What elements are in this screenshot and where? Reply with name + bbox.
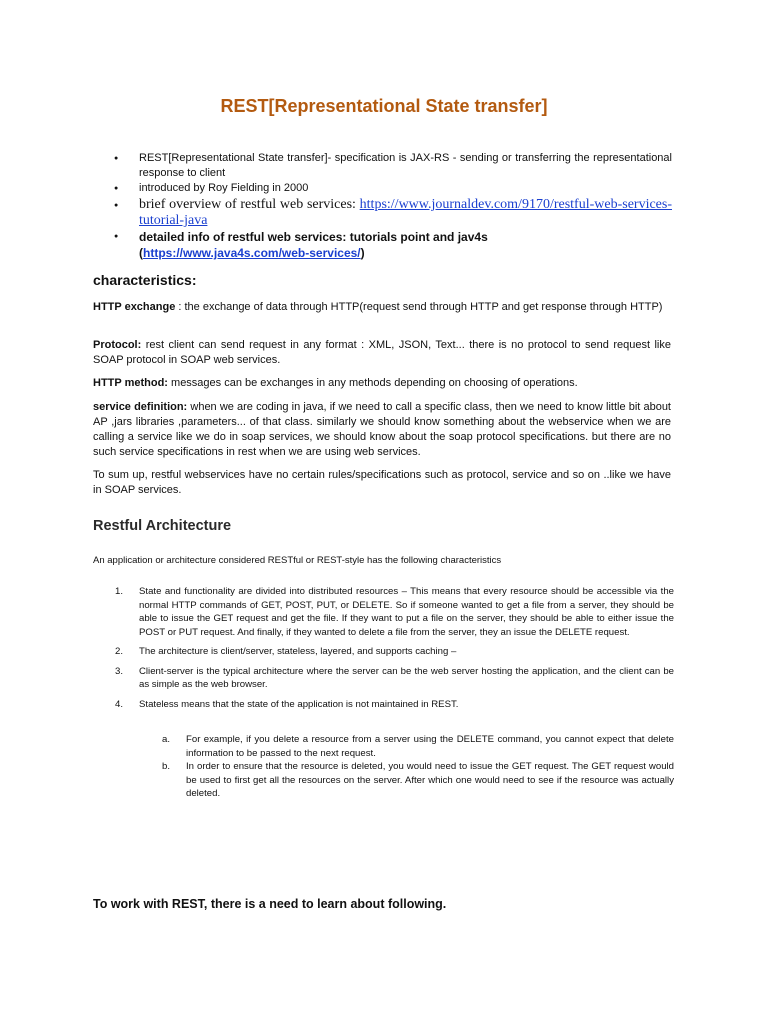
- subitem-letter: a.: [162, 734, 171, 745]
- item-text: State and functionality are divided into distributed resources – This means that every resource should be accessible via the normal HTTP commands of GET, POST, PUT, or DELETE. So if someone wanted to get a file from a server, they should be able to issue the GET request and get the file. If they want to put a file on the server, they should be able to either issue the POST or PUT request. And finally, if they wanted to delete a file from the server, they an issue the DELETE request.: [139, 586, 674, 638]
- char-protocol-text: rest client can send request in any format : XML, JSON, Text... there is no protocol to send request like SOAP protocol in SOAP web services.: [93, 339, 671, 366]
- closing-statement: To work with REST, there is a need to learn about following.: [93, 897, 447, 911]
- architecture-list: [112, 585, 674, 711]
- item-number: 3.: [115, 665, 124, 677]
- char-http-method: [93, 376, 671, 391]
- subitem-letter: b.: [162, 761, 171, 772]
- item-number: 4.: [115, 698, 124, 710]
- item-text: The architecture is client/server, stateless, layered, and supports caching –: [139, 646, 457, 657]
- bullet-detailed-info: [112, 229, 672, 261]
- bullet-detailed-info-text: detailed info of restful web services: tutorials point and jav4s: [139, 230, 488, 244]
- item-number: 2.: [115, 646, 124, 657]
- java4s-link[interactable]: https://www.java4s.com/web-services/: [143, 246, 361, 260]
- architecture-item: [112, 665, 674, 692]
- item-text: Stateless means that the state of the application is not maintained in REST.: [139, 698, 459, 710]
- characteristics-heading: characteristics:: [93, 272, 197, 288]
- open-paren: (: [139, 246, 143, 260]
- intro-bullet-list: [112, 151, 672, 261]
- architecture-item: [112, 645, 674, 659]
- subitem-text: For example, if you delete a resource from a server using the DELETE command, you cannot expect that delete information to be passed to the next request.: [186, 734, 674, 759]
- architecture-subitem: [162, 760, 674, 801]
- bullet-jaxrs: ● REST[Representational State transfer]- specification is JAX-RS - sending or transferring the representational response to client: [112, 151, 672, 181]
- characteristics-summary: To sum up, restful webservices have no certain rules/specifications such as protocol, service and so on ..like we have in SOAP services.: [93, 469, 671, 496]
- char-http-exchange: [93, 300, 671, 315]
- char-http-exchange-label: HTTP exchange: [93, 301, 176, 313]
- journaldev-link[interactable]: https://www.journaldev.com/9170/restful-web-services-tutorial-java: [139, 197, 672, 228]
- architecture-heading: Restful Architecture: [93, 518, 232, 534]
- char-protocol: [93, 338, 671, 368]
- char-service-definition: [93, 400, 671, 460]
- bullet-journaldev: [112, 197, 672, 229]
- char-service-definition-label: service definition:: [93, 401, 188, 413]
- bullet-roy-fielding: ● introduced by Roy Fielding in 2000: [112, 181, 672, 196]
- subitem-text: In order to ensure that the resource is deleted, you would need to issue the GET request. The GET request would be used to first get all the resources on the server. After which one would need to see if the resource was actually deleted.: [186, 761, 674, 799]
- item-number: 1.: [115, 586, 124, 597]
- architecture-sublist: [162, 733, 674, 801]
- char-http-method-text: messages can be exchanges in any methods depending on choosing of operations.: [167, 377, 578, 389]
- char-protocol-label: Protocol:: [93, 339, 142, 351]
- close-paren: ): [360, 246, 365, 260]
- architecture-subitem: [162, 733, 674, 760]
- page-title: REST[Representational State transfer]: [220, 96, 548, 116]
- char-http-method-label: HTTP method:: [93, 377, 168, 389]
- architecture-item: [112, 698, 674, 712]
- item-text: Client-server is the typical architecture where the server can be the web server hosting the application, and the client can be as simple as the web browser.: [139, 665, 674, 690]
- bullet-journaldev-text: brief overview of restful web services:: [139, 197, 360, 212]
- char-http-exchange-text: : the exchange of data through HTTP(request send through HTTP and get response through HTTP): [175, 301, 663, 313]
- char-service-definition-text: when we are coding in java, if we need to call a specific class, then we need to know little bit about AP ,jars libraries ,parameters... of that class. similarly we should know something about the webservice when we are calling a service like we do in soap services, we should know about the soap protocol specifications. but there are no such service specifications in rest when we are using web services.: [93, 401, 671, 458]
- architecture-intro: An application or architecture considered RESTful or REST-style has the following characteristics: [93, 555, 502, 566]
- architecture-item: [112, 585, 674, 639]
